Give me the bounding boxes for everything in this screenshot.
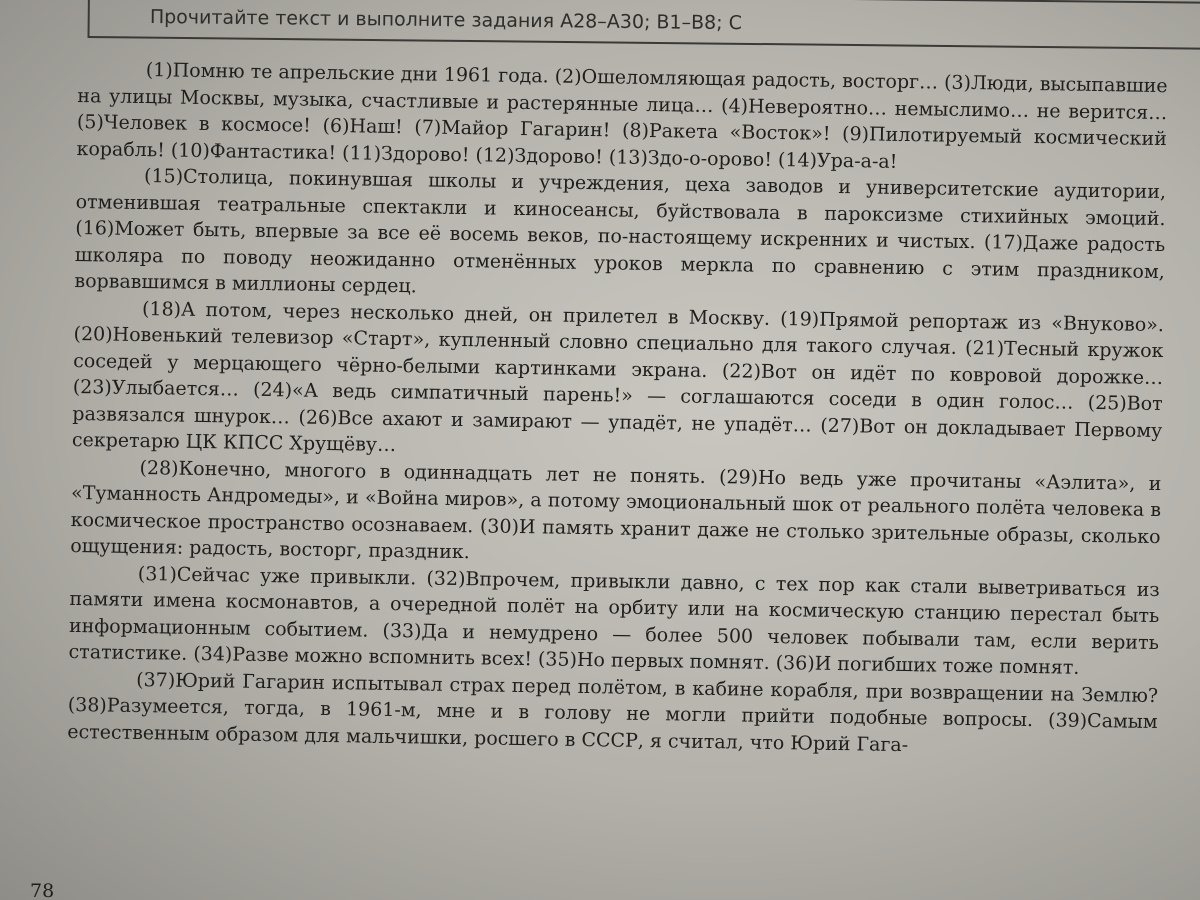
paragraph-3: (18)А потом, через несколько дней, он прилетел в Москву. (19)Прямой репортаж из «Внуково». (20)Новенький телевизор «Старт», купленный словно специально для такого случая. (21)Тесный кружок соседей у мерцающего чёрно-белыми картинками экрана. (22)Вот он идёт по ковровой дорожке… (23)Улыбается… (24)«А ведь симпатичный парень!» — соглашаются соседи в один голос… (25)Вот развязался шнурок… (26)Все ахают и замирают — упадёт, не упадёт… (27)Вот он докладывает Первому секретарю ЦК КПСС Хрущёву… [71,297,1165,457]
paragraph-2: (15)Столица, покинувшая школы и учреждения, цеха заводов и университетские аудитории, отменившая театральные спектакли и киносеансы, буйствовала в пароксизме стихийных эмоций. (16)Может быть, впервые за все её восемь веков, по-настоящему искренних и чистых. (17)Даже радость школяра по поводу неожиданно отменённых уроков меркла по сравнению с этим праздником, ворвавшимся в миллионы сердец. [74,165,1167,298]
paragraph-6: (37)Юрий Гагарин испытывал страх перед полётом, в кабине корабля, при возвращении на Землю? (38)Разумеется, тогда, в 1961-м, мне и в голову не могли прийти подобные вопросы. (39)Самым естественным образом для мальчишки, росшего в СССР, я считал, что Юрий Гага- [67,668,1159,756]
page-number: 78 [30,880,55,900]
task-instruction: Прочитайте текст и выполните задания А28–А30; В1–В8; С [149,6,743,35]
reading-text [67,56,1168,762]
paragraph-5: (31)Сейчас уже привыкли. (32)Впрочем, привыкли давно, с тех пор как стали выветриваться из памяти имена космонавтов, а очередной полёт на орбиту или на космическую станцию перестал быть информационным событием. (33)Да и немудрено — более 500 человек побывали там, если верить статистике. (34)Разве можно вспомнить всех! (35)Но первых помнят. (36)И погибших тоже помнят. [68,562,1160,679]
paragraph-4: (28)Конечно, многого в одиннадцать лет не понять. (29)Но ведь уже прочитаны «Аэлита», и «Туманность Андромеды», и «Война миров», а потому эмоциональный шок от реального полёта человека в космическое пространство осознаваем. (30)И память хранит даже не столько зрительные образы, сколько ощущения: радость, восторг, праздник. [70,456,1162,564]
paragraph-1: (1)Помню те апрельские дни 1961 года. (2)Ошеломляющая радость, восторг… (3)Люди, высыпавшие на улицы Москвы, музыка, счастливые и растерянные лица… (4)Невероятно… немыслимо… не верится… (5)Человек в космосе! (6)Наш! (7)Майор Гагарин! (8)Ракета «Восток»! (9)Пилотируемый космический корабль! (10)Фантастика! (11)Здорово! (12)Здорово! (13)Здо-о-орово! (14)Ура-а-а! [76,59,1168,173]
